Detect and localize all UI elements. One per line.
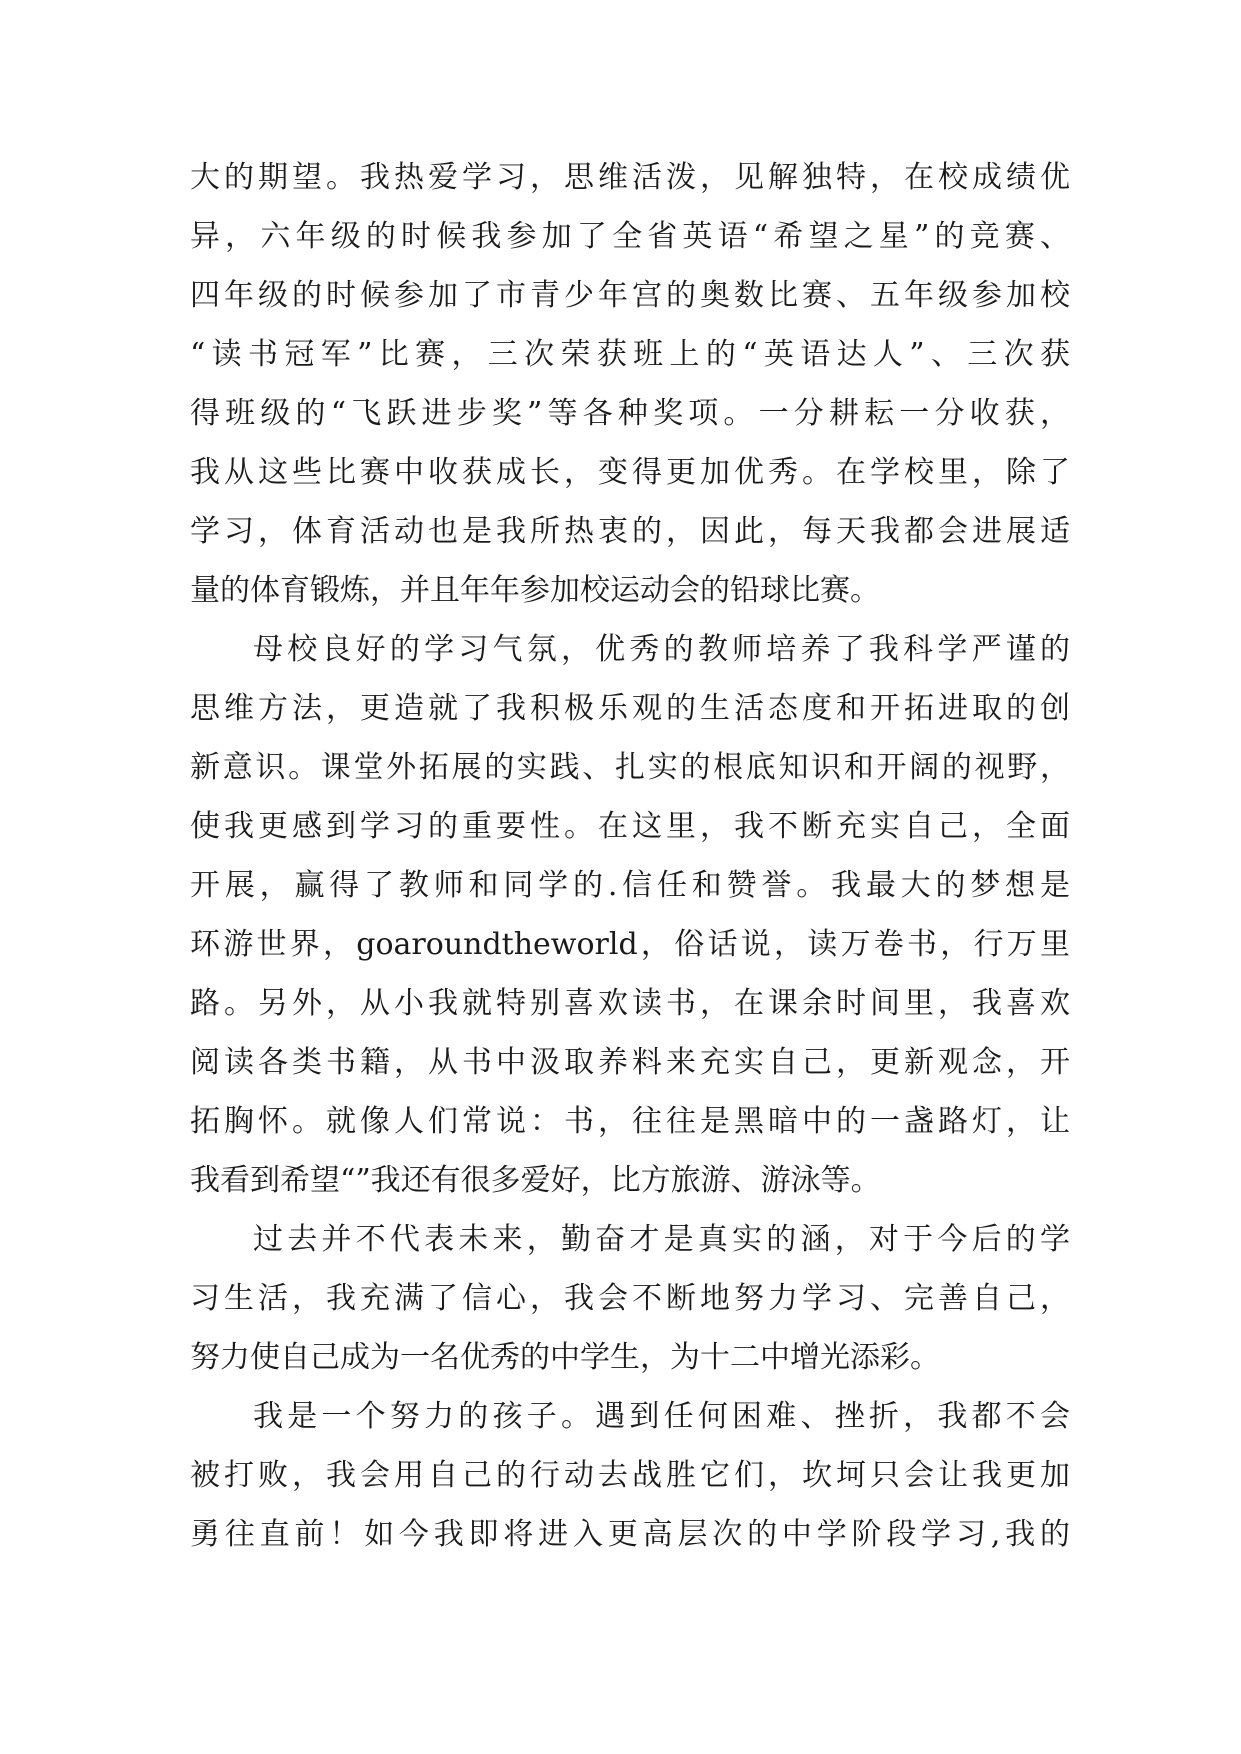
text-line: 四年级的时候参加了市青少年宫的奥数比赛、五年级参加校 (190, 278, 1070, 313)
paragraph-start-line: 母校良好的学习气氛，优秀的教师培养了我科学严谨的 (253, 632, 1070, 667)
text-line: 环游世界，goaroundtheworld，俗话说，读万卷书，行万里 (190, 927, 1070, 962)
text-line: 拓胸怀。就像人们常说：书，往往是黑暗中的一盏路灯，让 (190, 1104, 1070, 1139)
text-line: 得班级的“飞跃进步奖”等各种奖项。一分耕耘一分收获， (190, 396, 1070, 431)
text-line: 使我更感到学习的重要性。在这里，我不断充实自己，全面 (190, 809, 1070, 844)
text-line: 异，六年级的时候我参加了全省英语“希望之星”的竞赛、 (190, 219, 1070, 254)
text-line: 学习，体育活动也是我所热衷的，因此，每天我都会进展适 (190, 514, 1070, 549)
text-line: 被打败，我会用自己的行动去战胜它们，坎坷只会让我更加 (190, 1458, 1070, 1493)
text-line: 阅读各类书籍，从书中汲取养料来充实自己，更新观念，开 (190, 1045, 1070, 1080)
text-line: 大的期望。我热爱学习，思维活泼，见解独特，在校成绩优 (190, 160, 1070, 195)
paragraph-start-line: 我是一个努力的孩子。遇到任何困难、挫折，我都不会 (253, 1399, 1070, 1434)
text-line: “读书冠军”比赛，三次荣获班上的“英语达人”、三次获 (190, 337, 1070, 372)
text-line: 努力使自己成为一名优秀的中学生，为十二中增光添彩。 (190, 1340, 940, 1375)
text-line: 新意识。课堂外拓展的实践、扎实的根底知识和开阔的视野， (190, 750, 1070, 785)
body-text (190, 148, 1070, 1564)
text-line: 我从这些比赛中收获成长，变得更加优秀。在学校里，除了 (190, 455, 1070, 490)
text-line: 思维方法，更造就了我积极乐观的生活态度和开拓进取的创 (190, 691, 1070, 726)
text-line: 我看到希望“”我还有很多爱好，比方旅游、游泳等。 (190, 1163, 881, 1198)
text-line: 量的体育锻炼，并且年年参加校运动会的铅球比赛。 (190, 573, 880, 608)
text-line: 勇往直前！如今我即将进入更高层次的中学阶段学习,我的 (190, 1517, 1070, 1552)
text-line: 路。另外，从小我就特别喜欢读书，在课余时间里，我喜欢 (190, 986, 1070, 1021)
paragraph-start-line: 过去并不代表未来，勤奋才是真实的涵，对于今后的学 (253, 1222, 1070, 1257)
text-line: 习生活，我充满了信心，我会不断地努力学习、完善自己， (190, 1281, 1070, 1316)
text-line: 开展，赢得了教师和同学的.信任和赞誉。我最大的梦想是 (190, 868, 1070, 903)
